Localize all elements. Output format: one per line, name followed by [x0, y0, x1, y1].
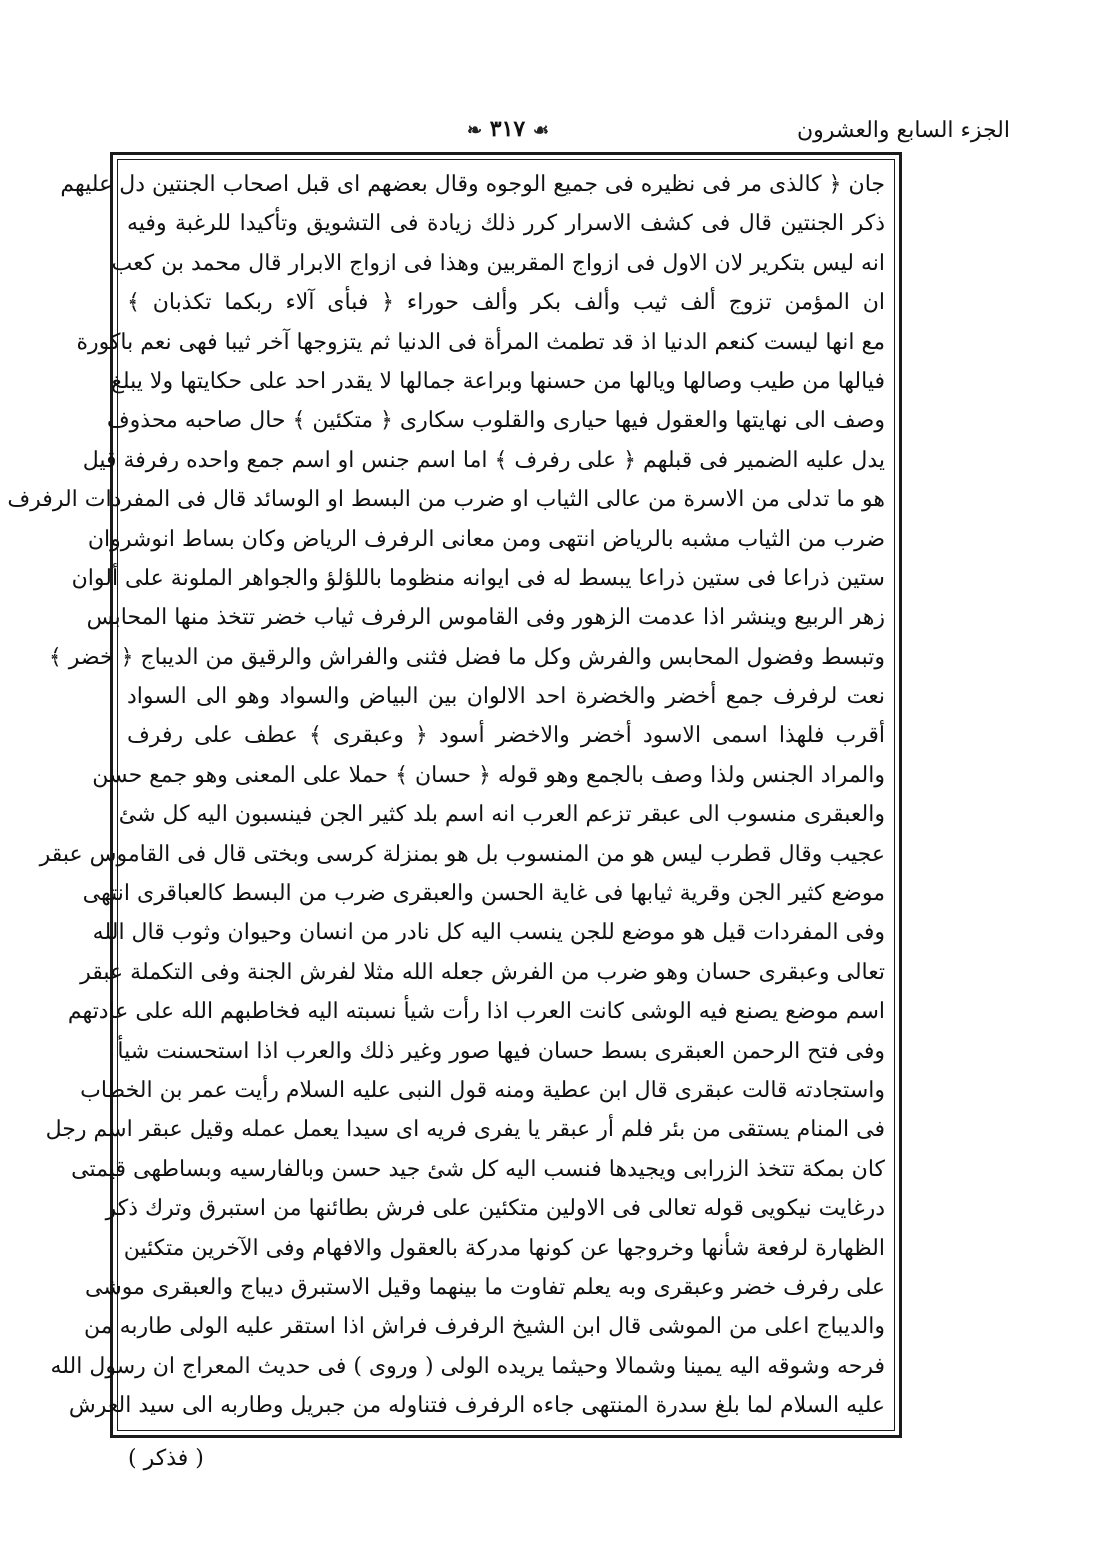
catchword: ( فذكر )	[128, 1446, 204, 1471]
text-line: وفى فتح الرحمن العبقرى بسط حسان فيها صور وغير ذلك والعرب اذا استحسنت شيأ	[117, 1038, 885, 1064]
text-line: والمراد الجنس ولذا وصف بالجمع وهو قوله ﴿ حسان ﴾ حملا على المعنى وهو جمع حسن	[92, 762, 885, 788]
text-line: تعالى وعبقرى حسان وهو ضرب من الفرش جعله الله مثلا لفرش الجنة وفى التكملة عبقر	[80, 959, 885, 985]
text-line: فرحه وشوقه اليه يمينا وشمالا وحيثما يريده الولى ( وروى ) فى حديث المعراج ان رسول الله	[50, 1353, 885, 1379]
text-line: نعت لرفرف جمع أخضر والخضرة احد الالوان بين البياض والسواد وهو الى السواد	[127, 684, 885, 710]
text-line: عليه السلام لما بلغ سدرة المنتهى جاءه الرفرف فتناوله من جبريل وطاربه الى سيد العرش	[68, 1393, 885, 1419]
text-line: يدل عليه الضمير فى قبلهم ﴿ على رفرف ﴾ اما اسم جنس او اسم جمع واحده رفرفة قيل	[82, 447, 885, 473]
main-text	[7, 165, 885, 1425]
text-line: ذكر الجنتين قال فى كشف الاسرار كرر ذلك زيادة فى التشويق وتأكيدا للرغبة وفيه	[127, 211, 885, 237]
text-line: مع انها ليست كنعم الدنيا اذ قد تطمث المرأة فى الدنيا ثم يتزوجها آخر ثيبا فهى نعم باكورة	[76, 329, 885, 355]
text-line: زهر الربيع وينشر اذا عدمت الزهور وفى القاموس الرفرف ثياب خضر تتخذ منها المحابس	[86, 605, 885, 631]
text-line: ان المؤمن تزوج ألف ثيب وألف بكر وألف حوراء ﴿ فبأى آلاء ربكما تكذبان ﴾	[127, 290, 885, 316]
text-line: هو ما تدلى من الاسرة من عالى الثياب او ضرب من البسط او الوسائد قال فى المفردات الرفرف	[7, 487, 885, 513]
text-line: على رفرف خضر وعبقرى وبه يعلم تفاوت ما بينهما وقيل الاستبرق ديباج والعبقرى موشى	[85, 1274, 885, 1300]
text-line: درغايت نيكويى قوله تعالى فى الاولين متكئين على فرش بطائنها من استبرق وترك ذكر	[105, 1196, 885, 1222]
page-header	[110, 116, 1010, 152]
text-line: جان ﴿ كالذى مر فى نظيره فى جميع الوجوه وقال بعضهم اى قبل اصحاب الجنتين دل عليهم	[60, 172, 885, 197]
text-line: وصف الى نهايتها والعقول فيها حيارى والقلوب سكارى ﴿ متكئين ﴾ حال صاحبه محذوف	[106, 408, 885, 434]
text-line: والعبقرى منسوب الى عبقر تزعم العرب انه اسم بلد كثير الجن فينسبون اليه كل شئ	[118, 802, 885, 828]
text-line: وفى المفردات قيل هو موضع للجن ينسب اليه كل نادر من انسان وحيوان وثوب قال الله	[92, 920, 885, 946]
text-line: ضرب من الثياب مشبه بالرياض انتهى ومن معانى الرفرف الرياض وكان بساط انوشروان	[87, 526, 885, 552]
page-number: ٣١٧	[489, 116, 526, 142]
text-line: كان بمكة تتخذ الزرابى ويجيدها فنسب اليه كل شئ جيد حسن وبالفارسيه وبساطهى قيمتى	[71, 1156, 885, 1182]
text-frame	[7, 152, 902, 1438]
text-line: أقرب فلهذا اسمى الاسود أخضر والاخضر أسود ﴿ وعبقرى ﴾ عطف على رفرف	[127, 723, 885, 749]
text-line: الظهارة لرفعة شأنها وخروجها عن كونها مدركة بالعقول والافهام وفى الآخرين متكئين	[123, 1235, 885, 1261]
text-line: عجيب وقال قطرب ليس هو من المنسوب بل هو بمنزلة كرسى وبختى قال فى القاموس عبقر	[39, 841, 885, 867]
running-title: الجزء السابع والعشرون	[796, 118, 1010, 143]
text-line: والديباج اعلى من الموشى قال ابن الشيخ الرفرف فراش اذا استقر عليه الولى طاربه من	[84, 1314, 885, 1340]
text-line: انه ليس بتكرير لان الاول فى ازواج المقربين وهذا فى ازواج الابرار قال محمد بن كعب	[111, 250, 885, 276]
page-number-group	[428, 116, 588, 142]
ornament-right-icon: ☙	[532, 120, 550, 141]
text-line: ستين ذراعا فى ستين ذراعا يبسط له فى ايوانه منظوما باللؤلؤ والجواهر الملونة على ألوان	[71, 565, 885, 591]
text-line: فى المنام يستقى من بئر فلم أر عبقر يا يفرى فريه اى سيدا يعمل عمله وقيل عبقر اسم رجل	[45, 1117, 885, 1143]
text-line: واستجادته قالت عبقرى قال ابن عطية ومنه قول النبى عليه السلام رأيت عمر بن الخطاب	[80, 1077, 885, 1103]
text-line: وتبسط وفضول المحابس والفرش وكل ما فضل فثنى والفراش والرقيق من الديباج ﴿ خضر ﴾	[48, 644, 885, 670]
ornament-left-icon: ❧	[466, 120, 483, 141]
text-line: اسم موضع يصنع فيه الوشى كانت العرب اذا رأت شيأ نسبته اليه فخاطبهم الله على عادتهم	[67, 999, 885, 1025]
text-line: موضع كثير الجن وقرية ثيابها فى غاية الحسن والعبقرى ضرب من البسط كالعباقرى انتهى	[82, 881, 885, 907]
text-line: فيالها من طيب وصالها ويالها من حسنها وبراعة جمالها لا يقدر احد على حكايتها ولا يبلغ	[111, 368, 885, 394]
